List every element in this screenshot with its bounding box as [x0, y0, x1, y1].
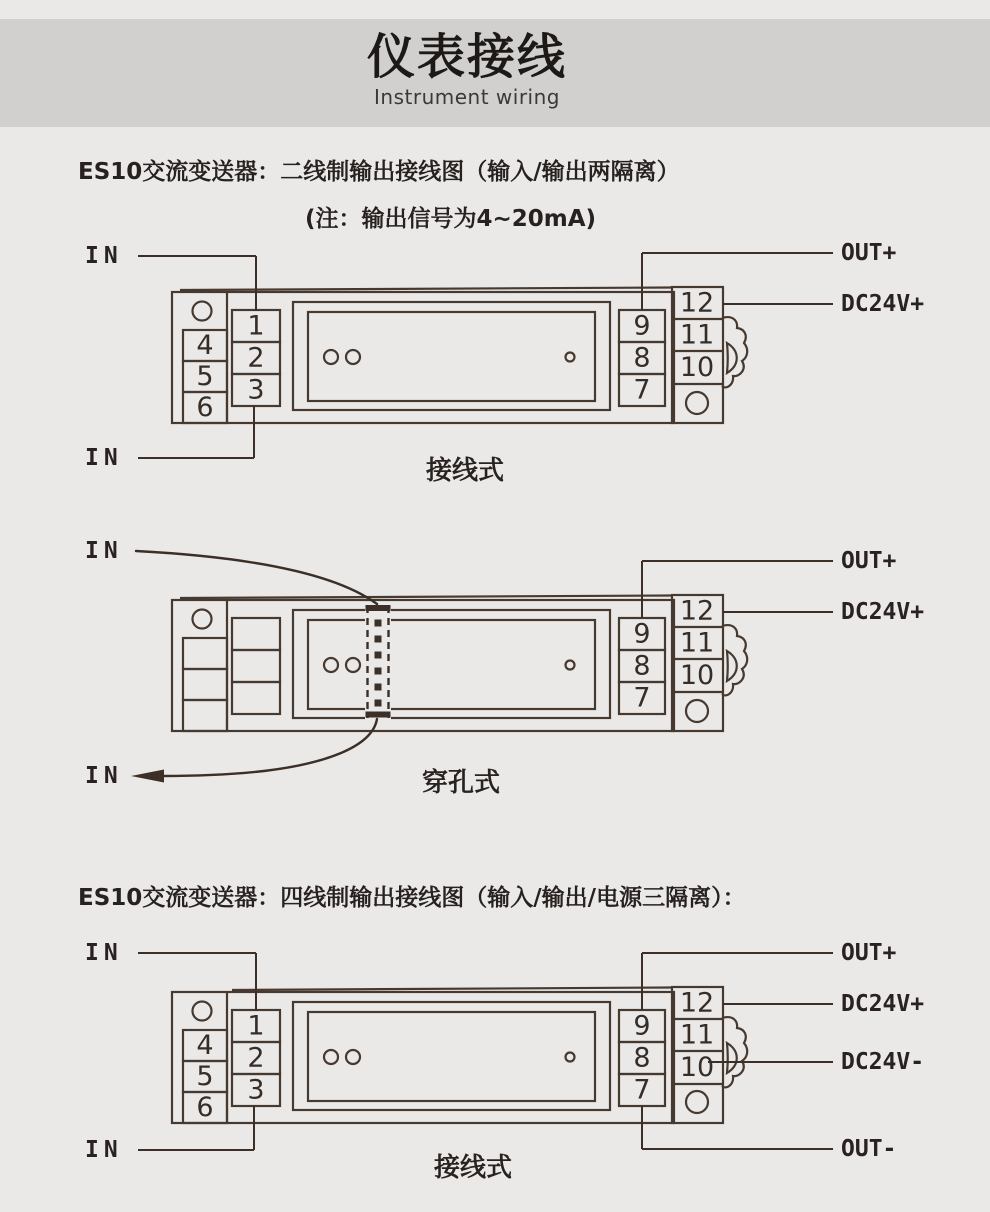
- mount-hole-bottom-right: [686, 700, 708, 722]
- diagram-caption: 穿孔式: [421, 768, 501, 798]
- terminal-9: 9: [633, 310, 651, 342]
- terminal-3: 3: [247, 1074, 265, 1106]
- led-indicator: [324, 1050, 338, 1064]
- terminal-2: 2: [247, 1042, 265, 1074]
- header-band: [0, 19, 990, 127]
- dc24v-plus-label: DC24V+: [841, 599, 925, 625]
- terminal-2: 2: [247, 342, 265, 374]
- mount-hole-top-left: [193, 302, 212, 321]
- terminal-11: 11: [679, 319, 715, 351]
- terminal-numbers: [196, 988, 714, 1124]
- mount-hole-bottom-right: [686, 392, 708, 414]
- terminal-8: 8: [633, 342, 651, 374]
- led-indicator: [346, 658, 360, 672]
- page-title: 仪表接线: [366, 29, 567, 85]
- diagram-through-hole: [0, 530, 990, 815]
- diagram-caption: 接线式: [425, 456, 505, 486]
- terminal-5: 5: [196, 1061, 214, 1092]
- terminal-5: 5: [196, 361, 214, 392]
- terminal-6: 6: [196, 392, 214, 423]
- terminal-9: 9: [633, 1010, 651, 1042]
- page-subtitle: Instrument wiring: [374, 84, 560, 109]
- terminal-10: 10: [679, 660, 715, 691]
- section-two-wire-heading: ES10交流变送器：二线制输出接线图（输入/输出两隔离）: [78, 159, 680, 185]
- diagram-two-wire-wired: [0, 225, 990, 500]
- channel-cap-bottom: [366, 712, 391, 718]
- dc24v-minus-label: DC24V-: [841, 1049, 925, 1075]
- diagram-four-wire-wired: [0, 930, 990, 1192]
- out-minus-label: OUT-: [841, 1136, 897, 1162]
- terminal-4: 4: [196, 330, 214, 361]
- arrow-head: [131, 770, 164, 783]
- led-indicator: [324, 658, 338, 672]
- terminal-10: 10: [679, 352, 715, 383]
- terminal-11: 11: [679, 627, 715, 659]
- terminal-12: 12: [679, 595, 715, 627]
- led-indicator: [346, 350, 360, 364]
- dc24v-plus-label: DC24V+: [841, 291, 925, 317]
- terminal-numbers: [196, 288, 714, 424]
- diagram-caption: 接线式: [433, 1153, 513, 1183]
- through-hole-channel: [365, 602, 391, 722]
- in-top-label: IN: [85, 940, 123, 966]
- dc24v-plus-label: DC24V+: [841, 991, 925, 1017]
- section-two-wire-note: (注：输出信号为4~20mA): [305, 206, 597, 232]
- terminal-10: 10: [679, 1052, 715, 1083]
- terminal-7: 7: [633, 682, 651, 714]
- mount-hole-bottom-right: [686, 1091, 708, 1113]
- mount-hole-top-left: [193, 610, 212, 629]
- in-bottom-label: IN: [85, 763, 123, 789]
- terminal-4: 4: [196, 1030, 214, 1061]
- terminal-1: 1: [247, 1010, 265, 1042]
- terminal-8: 8: [633, 650, 651, 682]
- out-plus-label: OUT+: [841, 240, 897, 266]
- terminal-11: 11: [679, 1019, 715, 1051]
- terminal-7: 7: [633, 1074, 651, 1106]
- mount-hole-top-left: [193, 1002, 212, 1021]
- terminal-9: 9: [633, 618, 651, 650]
- terminal-8: 8: [633, 1042, 651, 1074]
- terminal-7: 7: [633, 374, 651, 406]
- section-four-wire-heading: ES10交流变送器：四线制输出接线图（输入/输出/电源三隔离）：: [78, 885, 746, 911]
- in-bottom-label: IN: [85, 445, 123, 471]
- wires: [138, 953, 833, 1150]
- led-indicator: [324, 350, 338, 364]
- in-bottom-label: IN: [85, 1137, 123, 1163]
- in-top-label: IN: [85, 538, 123, 564]
- terminal-6: 6: [196, 1092, 214, 1123]
- adjust-hole: [566, 353, 575, 362]
- din-clip-latch: [727, 1043, 737, 1073]
- terminal-1: 1: [247, 310, 265, 342]
- device-body: [172, 595, 747, 731]
- terminal-12: 12: [679, 987, 715, 1019]
- out-plus-label: OUT+: [841, 548, 897, 574]
- terminal-12: 12: [679, 287, 715, 319]
- terminal-3: 3: [247, 374, 265, 406]
- led-indicator: [346, 1050, 360, 1064]
- in-top-label: IN: [85, 243, 123, 269]
- din-clip-latch: [727, 343, 737, 373]
- adjust-hole: [566, 661, 575, 670]
- out-plus-label: OUT+: [841, 940, 897, 966]
- adjust-hole: [566, 1053, 575, 1062]
- din-clip-latch: [727, 651, 737, 681]
- channel-cap-top: [366, 605, 391, 611]
